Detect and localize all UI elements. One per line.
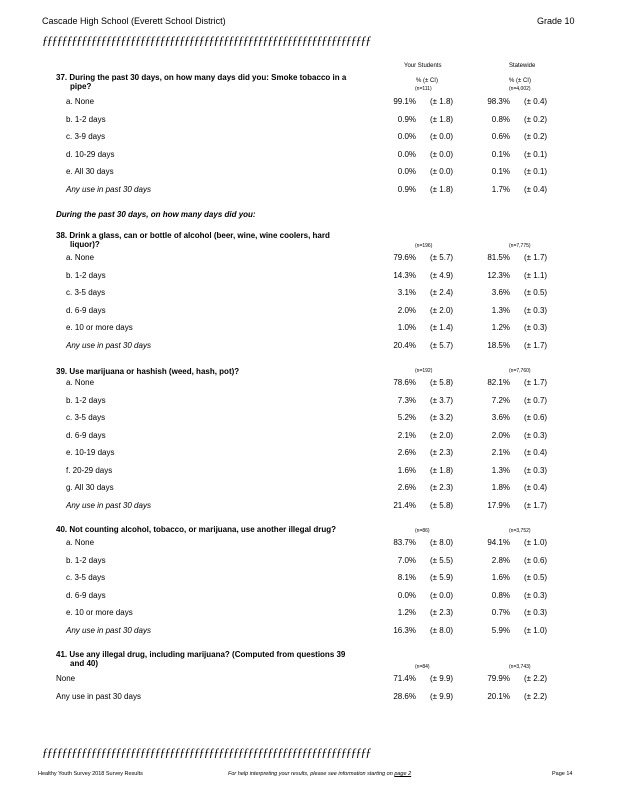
your-ci: (± 2.4)	[430, 288, 454, 297]
your-percent: 1.0%	[397, 323, 416, 332]
section-note: During the past 30 days, on how many days did you:	[56, 210, 256, 219]
response-label: c. 3-5 days	[66, 288, 106, 297]
state-percent: 2.8%	[491, 555, 510, 565]
your-pct-header: % (± CI)	[416, 78, 438, 84]
response-label: a. None	[66, 538, 95, 547]
state-ci: (± 0.3)	[524, 323, 548, 332]
your-n: (n=84)	[415, 664, 430, 670]
state-ci: (± 0.3)	[524, 305, 548, 315]
state-ci: (± 0.3)	[524, 465, 548, 475]
response-label: b. 1-2 days	[66, 270, 106, 280]
state-ci: (± 0.4)	[524, 448, 548, 457]
response-label: d. 6-9 days	[66, 430, 106, 440]
state-ci: (± 1.7)	[524, 500, 548, 510]
footer-page-number: Page 14	[552, 771, 573, 777]
state-percent: 1.8%	[491, 483, 510, 492]
response-label: a. None	[66, 253, 95, 262]
your-ci: (± 5.5)	[430, 555, 454, 565]
your-percent: 2.6%	[397, 483, 416, 492]
state-ci: (± 0.4)	[524, 184, 548, 194]
your-percent: 0.9%	[397, 114, 416, 124]
footer-page-link[interactable]: page 2	[394, 771, 412, 777]
your-percent: 7.0%	[397, 555, 416, 565]
state-ci: (± 0.4)	[524, 483, 548, 492]
your-ci: (± 2.3)	[430, 483, 454, 492]
response-label: Any use in past 30 days	[66, 500, 151, 510]
state-percent: 12.3%	[487, 270, 510, 280]
response-label: Any use in past 30 days	[56, 691, 141, 701]
response-label: c. 3-5 days	[66, 573, 106, 582]
state-percent: 2.0%	[491, 430, 510, 440]
response-label: Any use in past 30 days	[66, 340, 151, 350]
your-percent: 14.3%	[393, 270, 416, 280]
response-label: Any use in past 30 days	[66, 625, 151, 635]
state-ci: (± 0.1)	[524, 167, 548, 176]
state-percent: 1.7%	[491, 184, 510, 194]
your-percent: 71.4%	[393, 674, 416, 683]
state-percent: 18.5%	[487, 340, 510, 350]
your-ci: (± 8.0)	[430, 538, 454, 547]
state-percent: 79.9%	[487, 674, 510, 683]
your-ci: (± 1.8)	[430, 184, 454, 194]
response-label: b. 1-2 days	[66, 114, 106, 124]
state-ci: (± 0.6)	[524, 413, 548, 422]
your-ci: (± 5.9)	[430, 573, 454, 582]
your-percent: 0.0%	[397, 590, 416, 600]
state-ci: (± 0.2)	[524, 132, 548, 141]
state-ci: (± 1.1)	[524, 270, 548, 280]
state-ci: (± 1.0)	[524, 538, 548, 547]
your-ci: (± 3.7)	[430, 395, 454, 405]
state-percent: 1.6%	[491, 573, 510, 582]
your-ci: (± 8.0)	[430, 625, 454, 635]
state-ci: (± 0.2)	[524, 114, 548, 124]
your-percent: 0.0%	[397, 132, 416, 141]
state-percent: 0.7%	[491, 608, 510, 617]
question-text-cont: pipe?	[70, 82, 92, 91]
state-percent: 1.3%	[491, 465, 510, 475]
your-ci: (± 1.8)	[430, 97, 454, 106]
your-percent: 3.1%	[397, 288, 416, 297]
question-text: 41. Use any illegal drug, including marijuana? (Computed from questions 39	[56, 650, 346, 659]
your-percent: 78.6%	[393, 378, 416, 387]
state-ci: (± 2.2)	[524, 691, 548, 701]
your-percent: 83.7%	[393, 538, 416, 547]
state-percent: 2.1%	[491, 448, 510, 457]
response-label: d. 6-9 days	[66, 590, 106, 600]
your-ci: (± 5.8)	[430, 378, 454, 387]
state-n: (n=3,752)	[509, 528, 531, 534]
your-n: (n=111)	[415, 86, 432, 92]
state-ci: (± 0.4)	[524, 97, 548, 106]
state-ci: (± 2.2)	[524, 674, 548, 683]
response-label: e. 10 or more days	[66, 323, 133, 332]
state-ci: (± 1.7)	[524, 378, 548, 387]
state-percent: 94.1%	[487, 538, 510, 547]
state-percent: 0.6%	[491, 132, 510, 141]
your-ci: (± 5.8)	[430, 500, 454, 510]
bottom-rule: ƒƒƒƒƒƒƒƒƒƒƒƒƒƒƒƒƒƒƒƒƒƒƒƒƒƒƒƒƒƒƒƒƒƒƒƒƒƒƒƒƒƒƒƒƒƒƒƒƒƒƒƒƒƒƒƒƒƒƒƒƒƒƒƒƒƒƒ	[42, 745, 371, 759]
question-text: 37. During the past 30 days, on how many days did you: Smoke tobacco in a	[56, 73, 347, 82]
your-ci: (± 5.7)	[430, 340, 454, 350]
your-ci: (± 5.7)	[430, 253, 454, 262]
footer-help	[228, 771, 411, 777]
statewide-header: Statewide	[509, 63, 536, 69]
footer-help-text: For help interpreting your results, please see information starting on	[228, 771, 393, 777]
response-label: f. 20-29 days	[66, 465, 113, 475]
response-label: None	[56, 674, 76, 683]
question-text: 40. Not counting alcohol, tobacco, or marijuana, use another illegal drug?	[56, 525, 337, 534]
state-percent: 0.8%	[491, 590, 510, 600]
your-percent: 21.4%	[393, 500, 416, 510]
state-ci: (± 0.3)	[524, 430, 548, 440]
state-percent: 5.9%	[491, 625, 510, 635]
state-ci: (± 1.7)	[524, 340, 548, 350]
state-n: (n=7,760)	[509, 368, 531, 374]
state-percent: 3.6%	[491, 288, 510, 297]
your-ci: (± 1.8)	[430, 114, 454, 124]
state-percent: 1.3%	[491, 305, 510, 315]
your-ci: (± 1.4)	[430, 323, 454, 332]
your-percent: 1.2%	[397, 608, 416, 617]
your-percent: 7.3%	[397, 395, 416, 405]
your-n: (n=196)	[415, 243, 433, 249]
state-ci: (± 1.0)	[524, 625, 548, 635]
your-students-header: Your Students	[404, 63, 442, 69]
your-percent: 2.0%	[397, 305, 416, 315]
state-ci: (± 0.3)	[524, 590, 548, 600]
your-ci: (± 0.0)	[430, 167, 454, 176]
your-ci: (± 9.9)	[430, 674, 454, 683]
your-ci: (± 3.2)	[430, 413, 454, 422]
state-percent: 3.6%	[491, 413, 510, 422]
school-title: Cascade High School (Everett School District)	[42, 16, 226, 26]
your-ci: (± 0.0)	[430, 590, 454, 600]
state-percent: 98.3%	[487, 97, 510, 106]
state-percent: 17.9%	[487, 500, 510, 510]
state-percent: 20.1%	[487, 691, 510, 701]
response-label: b. 1-2 days	[66, 555, 106, 565]
state-ci: (± 0.5)	[524, 573, 548, 582]
your-ci: (± 2.3)	[430, 608, 454, 617]
your-n: (n=86)	[415, 528, 430, 534]
response-label: e. All 30 days	[66, 167, 114, 176]
state-percent: 82.1%	[487, 378, 510, 387]
question-text: 39. Use marijuana or hashish (weed, hash, pot)?	[56, 367, 240, 376]
state-ci: (± 1.7)	[524, 253, 548, 262]
your-percent: 79.6%	[393, 253, 416, 262]
your-ci: (± 2.3)	[430, 448, 454, 457]
response-label: a. None	[66, 97, 95, 106]
response-label: e. 10-19 days	[66, 448, 115, 457]
your-percent: 8.1%	[397, 573, 416, 582]
your-percent: 99.1%	[393, 97, 416, 106]
your-percent: 0.0%	[397, 167, 416, 176]
state-percent: 1.2%	[491, 323, 510, 332]
response-label: a. None	[66, 378, 95, 387]
state-ci: (± 0.6)	[524, 555, 548, 565]
response-label: Any use in past 30 days	[66, 184, 151, 194]
your-ci: (± 2.0)	[430, 430, 454, 440]
response-label: c. 3-9 days	[66, 132, 106, 141]
response-label: g. All 30 days	[66, 483, 114, 492]
response-label: d. 10-29 days	[66, 149, 115, 159]
question-text-cont: liquor)?	[70, 240, 100, 249]
state-ci: (± 0.5)	[524, 288, 548, 297]
state-n: (n=4,002)	[509, 86, 531, 92]
state-percent: 0.8%	[491, 114, 510, 124]
response-label: e. 10 or more days	[66, 608, 133, 617]
your-percent: 16.3%	[393, 625, 416, 635]
state-percent: 0.1%	[491, 149, 510, 159]
your-percent: 2.1%	[397, 430, 416, 440]
footer-survey: Healthy Youth Survey 2018 Survey Results	[38, 771, 143, 777]
your-ci: (± 9.9)	[430, 691, 454, 701]
response-label: c. 3-5 days	[66, 413, 106, 422]
grade-label: Grade 10	[537, 16, 575, 26]
response-label: d. 6-9 days	[66, 305, 106, 315]
response-label: b. 1-2 days	[66, 395, 106, 405]
your-percent: 1.6%	[397, 465, 416, 475]
state-percent: 81.5%	[487, 253, 510, 262]
your-percent: 0.0%	[397, 149, 416, 159]
state-pct-header: % (± CI)	[509, 78, 531, 84]
your-ci: (± 4.9)	[430, 270, 454, 280]
question-text-cont: and 40)	[70, 659, 99, 668]
state-percent: 7.2%	[491, 395, 510, 405]
question-text: 38. Drink a glass, can or bottle of alcohol (beer, wine, wine coolers, hard	[56, 231, 330, 240]
state-ci: (± 0.7)	[524, 395, 548, 405]
your-n: (n=192)	[415, 368, 433, 374]
your-percent: 5.2%	[397, 413, 416, 422]
state-n: (n=3,743)	[509, 664, 531, 670]
state-ci: (± 0.1)	[524, 149, 548, 159]
your-ci: (± 2.0)	[430, 305, 454, 315]
your-percent: 20.4%	[393, 340, 416, 350]
top-rule: ƒƒƒƒƒƒƒƒƒƒƒƒƒƒƒƒƒƒƒƒƒƒƒƒƒƒƒƒƒƒƒƒƒƒƒƒƒƒƒƒƒƒƒƒƒƒƒƒƒƒƒƒƒƒƒƒƒƒƒƒƒƒƒƒƒƒƒ	[42, 33, 371, 47]
state-ci: (± 0.3)	[524, 608, 548, 617]
your-ci: (± 0.0)	[430, 149, 454, 159]
your-percent: 2.6%	[397, 448, 416, 457]
your-percent: 28.6%	[393, 691, 416, 701]
your-ci: (± 1.8)	[430, 465, 454, 475]
state-percent: 0.1%	[491, 167, 510, 176]
state-n: (n=7,775)	[509, 243, 531, 249]
your-percent: 0.9%	[397, 184, 416, 194]
your-ci: (± 0.0)	[430, 132, 454, 141]
